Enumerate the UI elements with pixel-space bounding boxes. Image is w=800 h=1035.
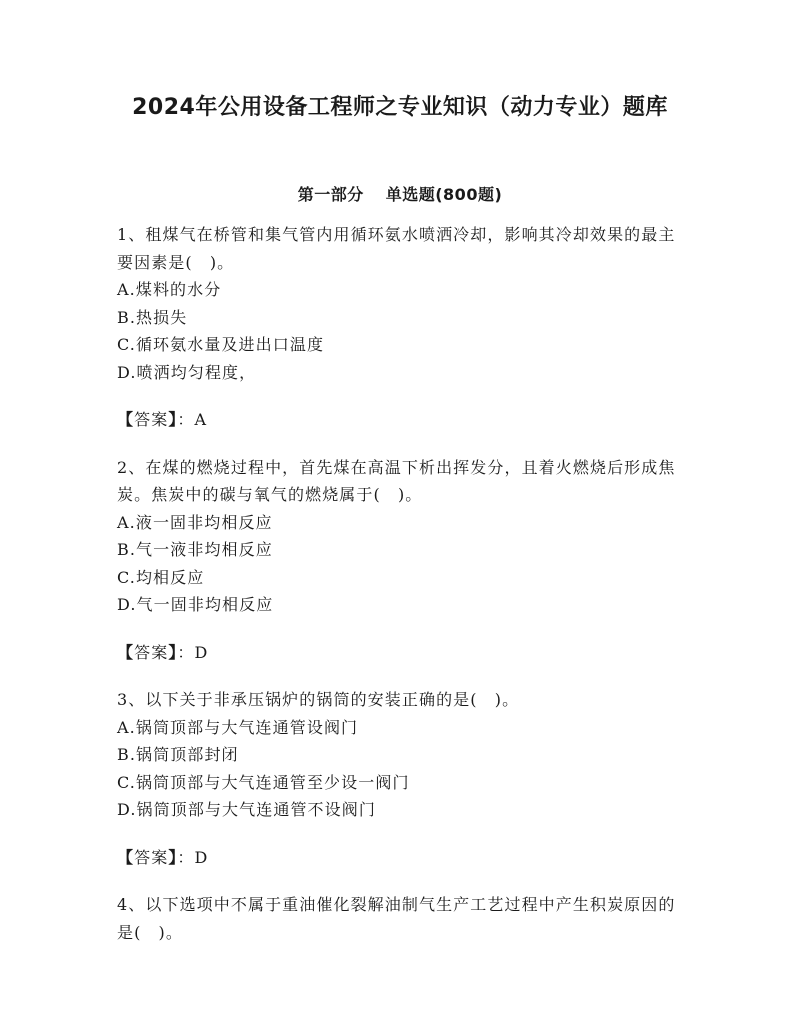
answer-bracket-open: 【 [117,642,135,662]
question-list [117,221,687,946]
question-option: D.喷洒均匀程度， [117,362,257,382]
question-stem: 2、在煤的燃烧过程中，首先煤在高温下析出挥发分，且着火燃烧后形成焦炭。焦炭中的碳与氧气的燃烧属于( )。 [117,457,676,504]
document-title: 2024年公用设备工程师之专业知识（动力专业）题库 [132,95,668,120]
answer-bracket-close: 】 [168,847,178,867]
section-type-label: 单选题(800题) [385,185,503,204]
question-option: A.液一固非均相反应 [117,512,273,532]
answer-bracket-open: 【 [117,847,135,867]
question-item [117,221,687,434]
question-option: D.锅筒顶部与大气连通管不设阀门 [117,800,376,819]
answer-colon: ： [177,410,195,429]
answer-bracket-open: 【 [117,410,135,429]
answer-line [117,639,687,667]
section-heading [0,183,800,207]
answer-colon: ： [177,847,195,867]
question-option: B.气一液非均相反应 [117,540,273,559]
question-option: B.锅筒顶部封闭 [117,745,239,764]
question-option: B.热损失 [117,307,188,327]
answer-value: A [194,410,208,429]
question-item [117,891,687,946]
question-option: C.均相反应 [117,567,205,587]
question-option: C.锅筒顶部与大气连通管至少设一阀门 [117,772,410,792]
question-option: C.循环氨水量及进出口温度 [117,335,325,354]
question-option: D.气一固非均相反应 [117,595,274,614]
question-item [117,686,687,871]
answer-bracket-close: 】 [168,410,178,429]
answer-value: D [194,847,209,867]
question-stem: 1、租煤气在桥管和集气管内用循环氨水喷洒冷却，影响其冷却效果的最主要因素是( )。 [117,225,676,272]
question-option: A.锅筒顶部与大气连通管设阀门 [117,717,359,737]
answer-label: 答案 [134,642,169,662]
answer-label: 答案 [134,847,169,867]
answer-label: 答案 [134,410,169,429]
question-item [117,454,687,667]
question-stem: 4、以下选项中不属于重油催化裂解油制气生产工艺过程中产生积炭原因的是( )。 [117,895,676,942]
answer-line [117,406,687,434]
answer-bracket-close: 】 [168,642,178,662]
question-option: A.煤料的水分 [117,280,222,299]
question-stem: 3、以下关于非承压锅炉的锅筒的安装正确的是( )。 [117,690,520,709]
answer-colon: ： [177,642,195,662]
answer-value: D [194,642,209,662]
answer-line [117,844,687,872]
section-part-label: 第一部分 [297,185,364,204]
